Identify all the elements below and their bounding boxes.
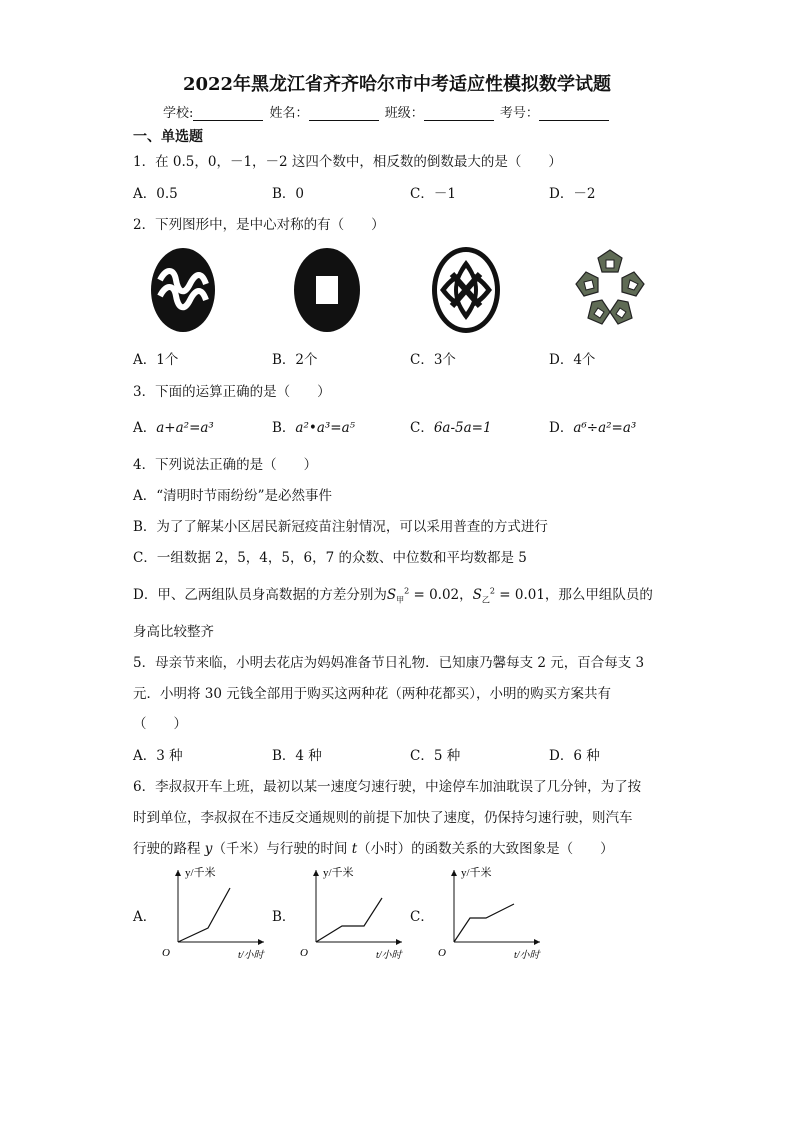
figure-square-hole-coin: [292, 244, 362, 336]
q3-option-d: D．a⁶÷a²=a³: [549, 420, 637, 436]
school-label: 学校:: [163, 106, 194, 121]
q1-option-d: D．－2: [549, 186, 596, 202]
q2-option-c: C．3个: [410, 352, 456, 368]
question-5-line-2: 元．小明将 30 元钱全部用于购买这两种花（两种花都买），小明的购买方案共有: [133, 686, 612, 702]
graph-a-origin: O: [162, 947, 170, 959]
q6-option-a: A．: [133, 909, 157, 925]
graph-b-xlabel: t/小时: [376, 950, 402, 961]
figure-pentagon-ring: [572, 244, 648, 334]
q4-option-d-cont: 身高比较整齐: [133, 624, 214, 640]
student-info-line: [163, 102, 611, 121]
q2-option-a: A．1个: [133, 352, 179, 368]
class-blank: [424, 108, 494, 121]
q3-option-b: B．a²•a³=a⁵: [272, 420, 356, 436]
graph-a-ylabel: y/千米: [185, 867, 216, 879]
graph-c-origin: O: [438, 947, 446, 959]
graph-b-origin: O: [300, 947, 308, 959]
question-5-line-1: 5．母亲节来临，小明去花店为妈妈准备节日礼物．已知康乃馨每支 2 元，百合每支 3: [133, 655, 645, 671]
q5-option-b: B．4 种: [272, 748, 322, 764]
q2-option-b: B．2个: [272, 352, 318, 368]
graph-c-xlabel: t/小时: [514, 950, 540, 961]
graph-option-b: [296, 866, 408, 962]
question-4-stem: 4．下列说法正确的是（ ）: [133, 457, 318, 473]
question-1-stem: 1．在 0.5，0，－1，－2 这四个数中，相反数的倒数最大的是（ ）: [133, 154, 562, 170]
question-6-line-3: 行驶的路程 y（千米）与行驶的时间 t（小时）的函数关系的大致图象是（ ）: [133, 841, 614, 857]
figure-petal-circle: [430, 244, 502, 336]
question-2-stem: 2．下列图形中，是中心对称的有（ ）: [133, 217, 385, 233]
page-title: 2022年黑龙江省齐齐哈尔市中考适应性模拟数学试题: [182, 74, 612, 95]
q1-option-a: A．0.5: [133, 186, 178, 202]
question-5-line-3: （ ）: [133, 716, 187, 732]
q3-option-c: C．6a-5a=1: [410, 420, 492, 436]
graph-option-a: [158, 866, 270, 962]
name-blank: [309, 108, 379, 121]
school-blank: [193, 108, 263, 121]
graph-b-ylabel: y/千米: [323, 867, 354, 879]
class-label: 班级：: [384, 106, 424, 121]
name-label: 姓名：: [269, 106, 309, 121]
section-heading: 一、单选题: [133, 129, 203, 145]
q5-option-c: C．5 种: [410, 748, 461, 764]
q4-option-a: A．“清明时节雨纷纷”是必然事件: [133, 488, 333, 504]
q3-expr-d: a⁶÷a²=a³: [573, 420, 637, 436]
q5-option-d: D．6 种: [549, 748, 600, 764]
graph-c-ylabel: y/千米: [461, 867, 492, 879]
q3-expr-c: 6a-5a=1: [433, 420, 492, 436]
figure-wave-circle: [148, 244, 218, 336]
q1-option-c: C．－1: [410, 186, 456, 202]
q3-option-a: A．a+a²=a³: [133, 420, 214, 436]
graph-option-c: [434, 866, 546, 962]
q6-option-c: C．: [410, 909, 434, 925]
q2-option-d: D．4个: [549, 352, 596, 368]
q5-option-a: A．3 种: [133, 748, 183, 764]
question-3-stem: 3．下面的运算正确的是（ ）: [133, 384, 331, 400]
graph-a-xlabel: t/小时: [238, 950, 264, 961]
question-6-line-2: 时到单位，李叔叔在不违反交通规则的前提下加快了速度，仍保持匀速行驶，则汽车: [133, 810, 633, 826]
q4-option-b: B．为了了解某小区居民新冠疫苗注射情况，可以采用普查的方式进行: [133, 519, 548, 535]
q3-expr-a: a+a²=a³: [156, 420, 214, 436]
q3-expr-b: a²•a³=a⁵: [295, 420, 356, 436]
number-blank: [539, 108, 609, 121]
number-label: 考号：: [499, 106, 539, 121]
q6-option-b: B．: [272, 909, 296, 925]
question-6-line-1: 6．李叔叔开车上班，最初以某一速度匀速行驶，中途停车加油耽误了几分钟，为了按: [133, 779, 642, 795]
q4-option-d: D．甲、乙两组队员身高数据的方差分别为$S_甲^2 = 0.02$，$S_乙^2 = 0.01$，那么甲组队员的: [133, 586, 653, 605]
q4-option-c: C．一组数据 2，5，4，5，6，7 的众数、中位数和平均数都是 5: [133, 550, 527, 566]
q1-option-b: B．0: [272, 186, 305, 202]
